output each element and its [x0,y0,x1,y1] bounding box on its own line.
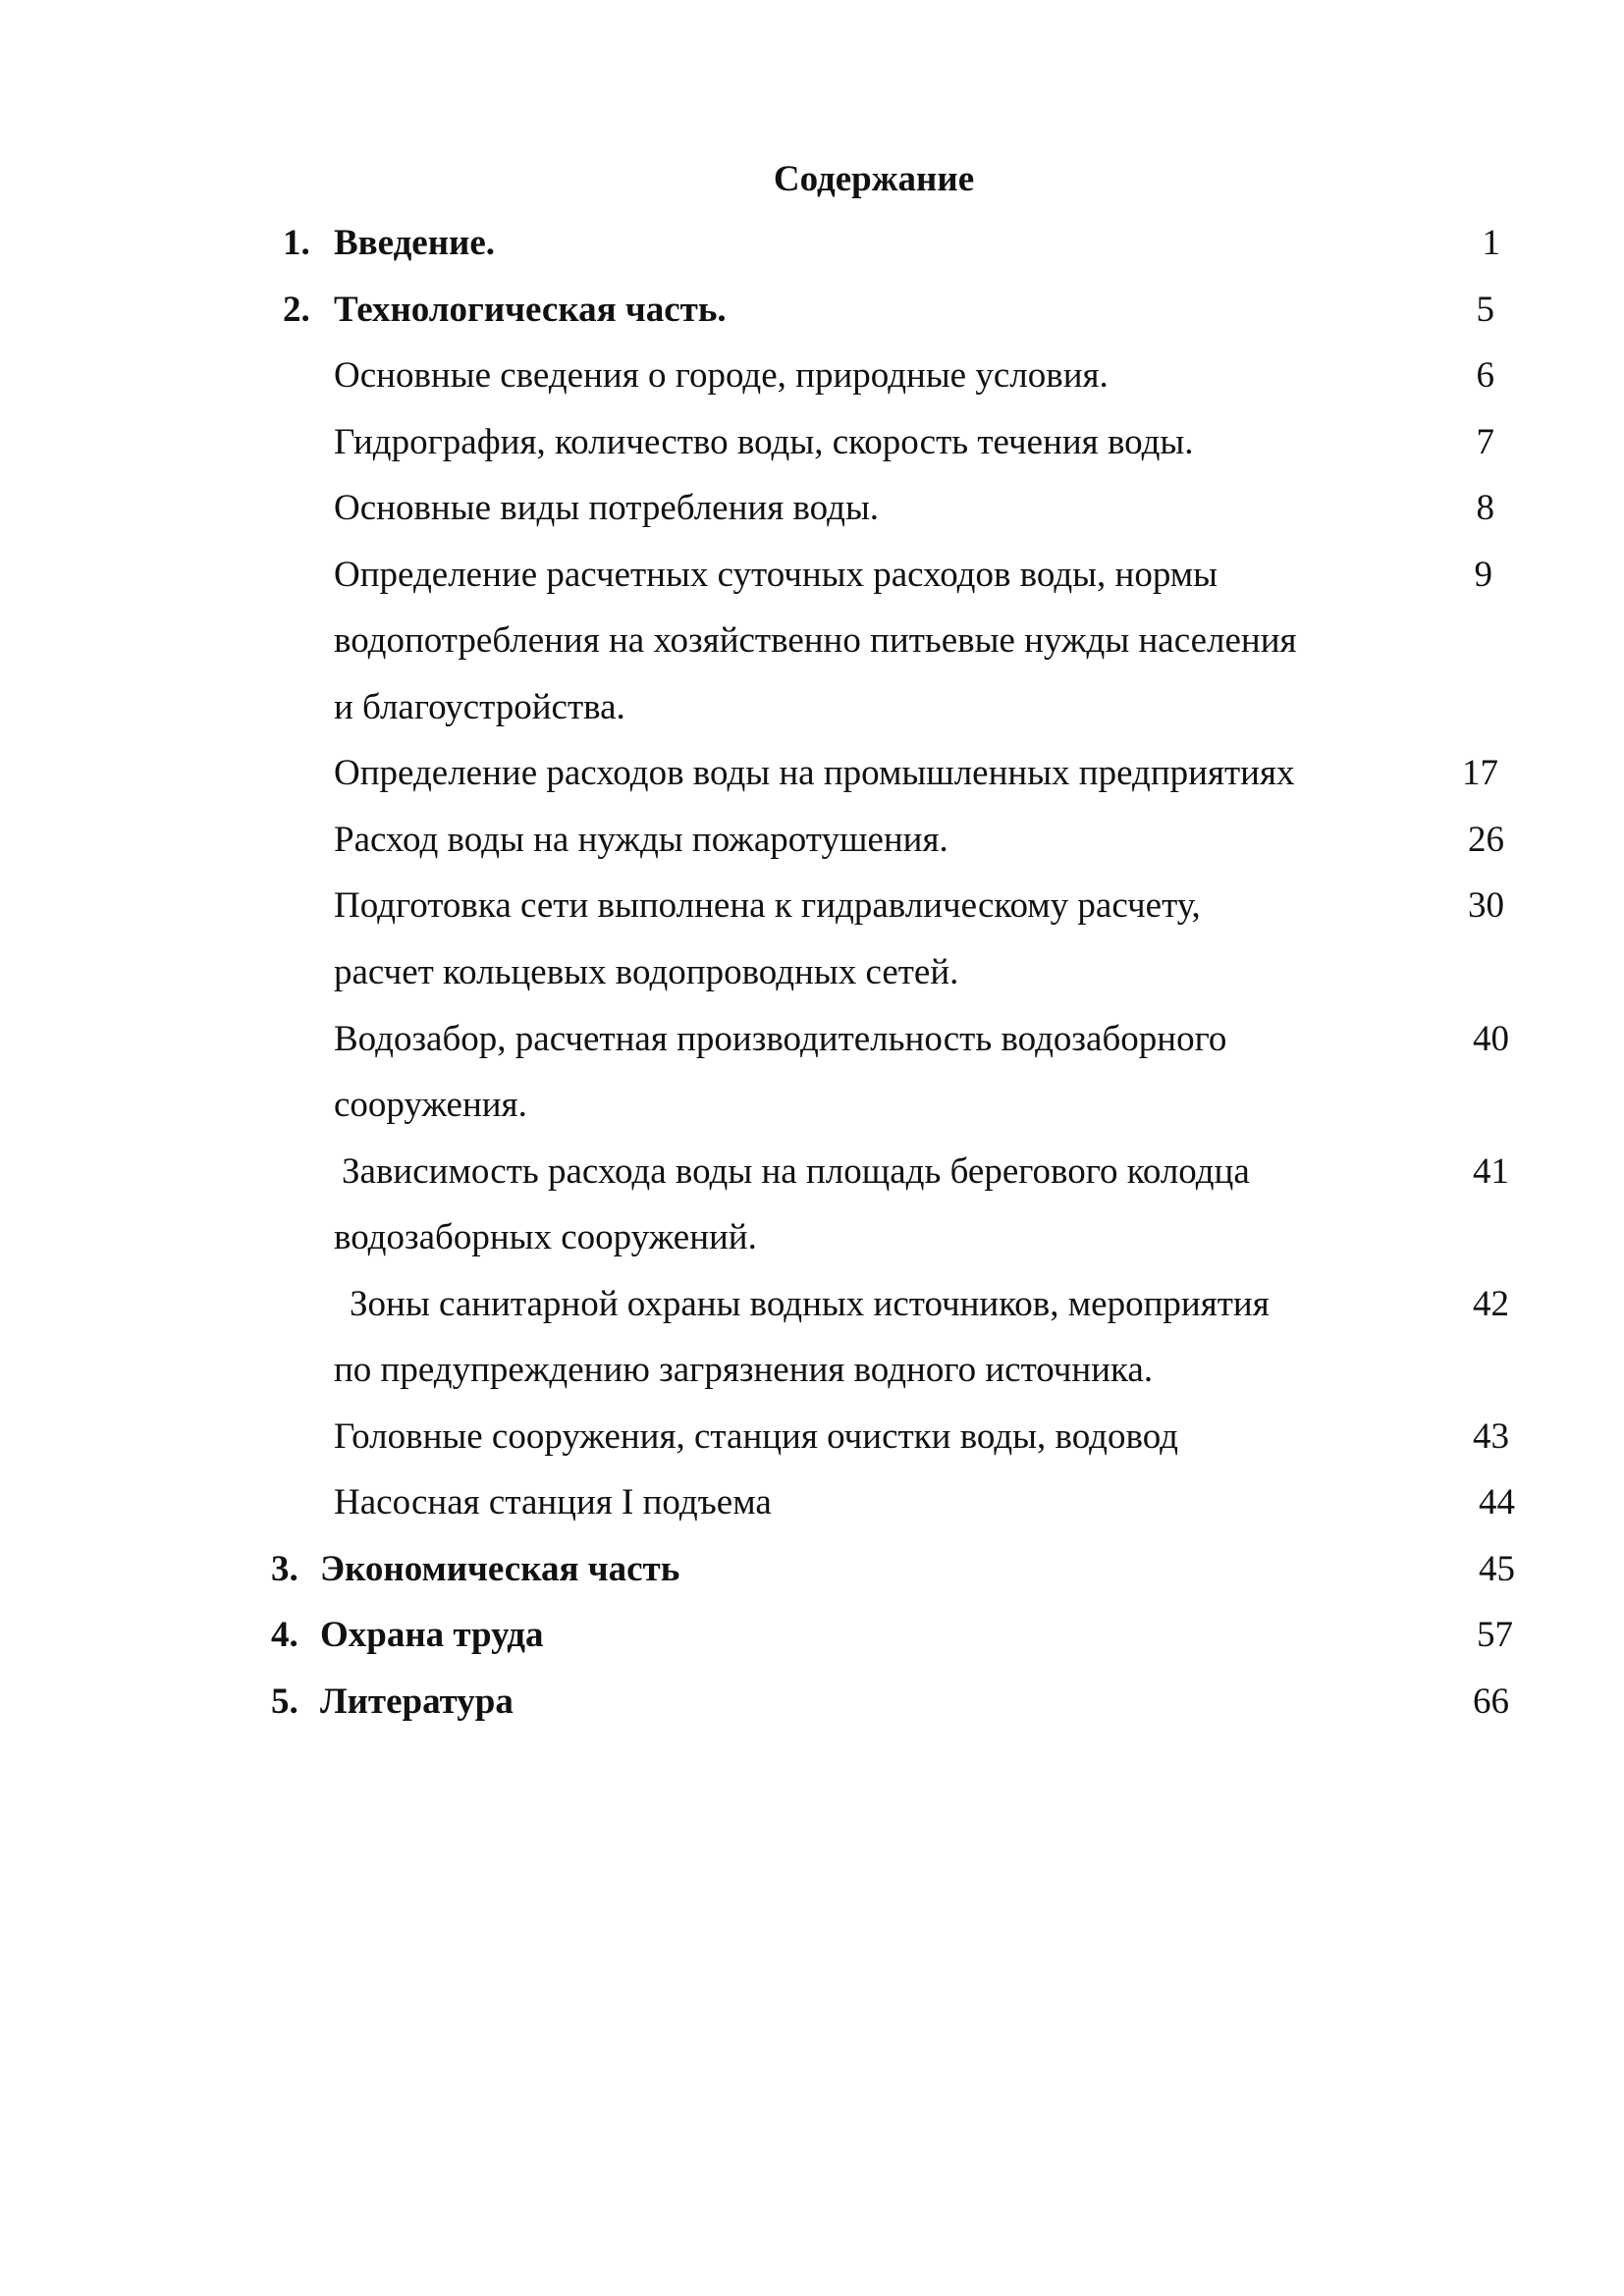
toc-number: 2. [283,290,310,330]
toc-section-title: Охрана труда [320,1615,544,1655]
toc-entry: Насосная станция I подъема [334,1482,772,1522]
toc-entry-continuation: водозаборных сооружений. [334,1217,757,1257]
toc-entry: Головные сооружения, станция очистки воды, водовод [334,1416,1178,1457]
toc-entry-continuation: по предупреждению загрязнения водного источника. [334,1350,1154,1390]
toc-entry: Водозабор, расчетная производительность водозаборного [334,1019,1227,1059]
toc-entry-continuation: водопотребления на хозяйственно питьевые нужды населения [334,620,1297,661]
toc-entry: Основные сведения о городе, природные условия. [334,355,1109,396]
toc-entry: Основные виды потребления воды. [334,488,880,528]
toc-number: 1. [283,223,310,263]
toc-section-title: Экономическая часть [320,1549,680,1589]
toc-entry-continuation: и благоустройства. [334,687,625,727]
toc-entry: Определение расходов воды на промышленных предприятиях [334,753,1295,793]
toc-page-number: 6 [1476,355,1494,396]
toc-number: 3. [271,1549,298,1589]
toc-entry: Гидрография, количество воды, скорость течения воды. [334,422,1194,462]
toc-page-number: 44 [1479,1482,1515,1522]
toc-page-number: 43 [1473,1416,1509,1457]
toc-page-number: 5 [1476,290,1494,330]
toc-entry: Определение расчетных суточных расходов воды, нормы [334,555,1218,595]
toc-page-number: 45 [1479,1549,1515,1589]
toc-page-number: 30 [1468,885,1504,926]
toc-entry: Зависимость расхода воды на площадь берегового колодца [342,1151,1250,1192]
page-title: Содержание [773,159,975,199]
toc-page-number: 26 [1468,820,1504,860]
toc-page-number: 17 [1462,753,1498,793]
toc-entry-continuation: расчет кольцевых водопроводных сетей. [334,952,959,992]
toc-page-number: 7 [1476,422,1494,462]
toc-page-number: 57 [1477,1615,1513,1655]
toc-entry: Зоны санитарной охраны водных источников, мероприятия [350,1284,1270,1324]
toc-page-number: 42 [1473,1284,1509,1324]
toc-page-number: 9 [1474,555,1492,595]
toc-page-number: 40 [1473,1019,1509,1059]
toc-number: 4. [271,1615,298,1655]
toc-section-title: Введение. [334,223,496,263]
toc-entry-continuation: сооружения. [334,1085,527,1125]
toc-section-title: Литература [320,1682,514,1722]
toc-page-number: 41 [1473,1151,1509,1192]
toc-entry: Расход воды на нужды пожаротушения. [334,820,948,860]
toc-section-title: Технологическая часть. [334,290,727,330]
toc-number: 5. [271,1682,298,1722]
toc-page-number: 66 [1473,1682,1509,1722]
toc-page-number: 8 [1476,488,1494,528]
toc-entry: Подготовка сети выполнена к гидравлическому расчету, [334,885,1201,926]
toc-page-number: 1 [1482,223,1500,263]
